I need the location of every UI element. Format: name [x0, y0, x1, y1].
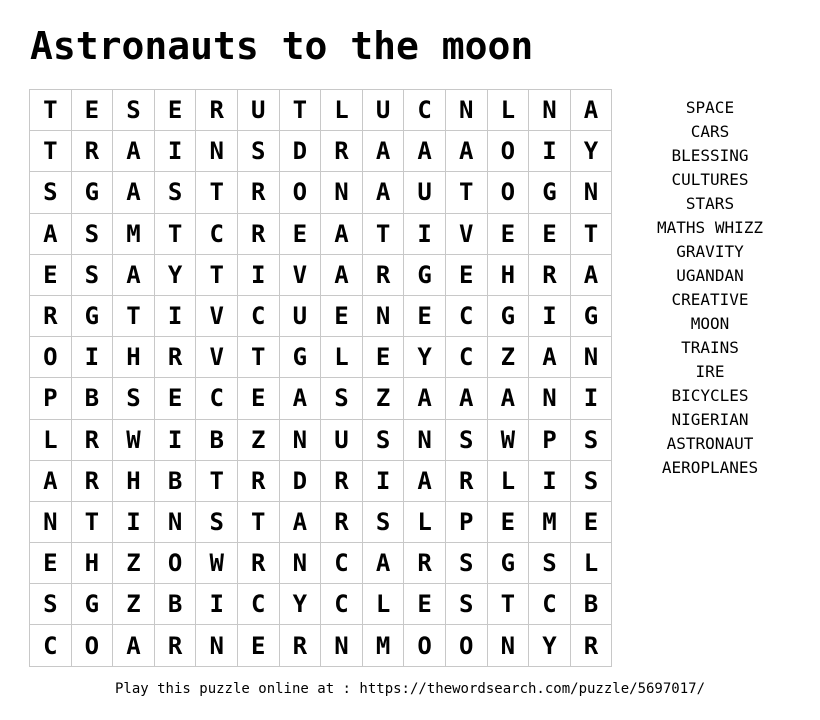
grid-row	[30, 460, 612, 501]
grid-cell[interactable]: A	[404, 378, 446, 419]
grid-cell[interactable]: O	[487, 131, 529, 172]
grid-cell[interactable]: S	[445, 543, 487, 584]
grid-cell[interactable]: A	[113, 254, 155, 295]
grid-cell[interactable]: R	[404, 543, 446, 584]
grid-cell[interactable]: A	[445, 378, 487, 419]
grid-cell[interactable]: T	[237, 337, 279, 378]
grid-cell[interactable]: L	[30, 419, 72, 460]
word-list-item: SPACE	[685, 98, 735, 117]
grid-cell[interactable]: C	[321, 584, 363, 625]
grid-cell[interactable]: E	[404, 584, 446, 625]
grid-cell[interactable]: H	[113, 337, 155, 378]
grid-cell[interactable]: C	[196, 378, 238, 419]
grid-cell[interactable]: G	[71, 295, 113, 336]
word-list-item: STARS	[685, 194, 735, 213]
grid-cell[interactable]: E	[404, 295, 446, 336]
word-list-item: UGANDAN	[676, 266, 744, 285]
grid-cell[interactable]: G	[487, 295, 529, 336]
word-list-item: CULTURES	[671, 170, 749, 189]
grid-cell[interactable]: U	[237, 90, 279, 131]
grid-cell[interactable]: G	[529, 172, 571, 213]
grid-cell[interactable]: S	[196, 501, 238, 542]
grid-cell[interactable]: P	[445, 501, 487, 542]
grid-cell[interactable]: A	[362, 543, 404, 584]
grid-cell[interactable]: A	[362, 172, 404, 213]
grid-cell[interactable]: S	[30, 172, 72, 213]
grid-cell[interactable]: P	[30, 378, 72, 419]
grid-row	[30, 419, 612, 460]
grid-cell[interactable]: N	[445, 90, 487, 131]
grid-cell[interactable]: R	[237, 172, 279, 213]
grid-cell[interactable]: U	[404, 172, 446, 213]
grid-cell[interactable]: Y	[529, 625, 571, 666]
grid-cell[interactable]: G	[71, 584, 113, 625]
grid-cell[interactable]: G	[404, 254, 446, 295]
grid-cell[interactable]: C	[237, 584, 279, 625]
grid-cell[interactable]: A	[445, 131, 487, 172]
grid-cell[interactable]: L	[487, 90, 529, 131]
grid-cell[interactable]: T	[237, 501, 279, 542]
word-list-item: MOON	[690, 314, 730, 333]
grid-cell[interactable]: O	[154, 543, 196, 584]
grid-row	[30, 131, 612, 172]
grid-cell[interactable]: R	[71, 460, 113, 501]
grid-cell[interactable]: N	[196, 131, 238, 172]
grid-cell[interactable]: S	[113, 90, 155, 131]
grid-cell[interactable]: A	[362, 131, 404, 172]
grid-cell[interactable]: S	[362, 419, 404, 460]
grid-cell[interactable]: S	[71, 213, 113, 254]
grid-cell[interactable]: R	[196, 90, 238, 131]
grid-cell[interactable]: R	[321, 460, 363, 501]
grid-cell[interactable]: N	[570, 337, 612, 378]
grid-row	[30, 378, 612, 419]
word-list-item: AEROPLANES	[661, 458, 759, 477]
grid-cell[interactable]: R	[279, 625, 321, 666]
grid-cell[interactable]: L	[362, 584, 404, 625]
grid-cell[interactable]: H	[71, 543, 113, 584]
grid-cell[interactable]: G	[487, 543, 529, 584]
word-list-item: ASTRONAUT	[666, 434, 754, 453]
grid-cell[interactable]: I	[196, 584, 238, 625]
word-list-item: NIGERIAN	[671, 410, 749, 429]
grid-cell[interactable]: S	[321, 378, 363, 419]
grid-cell[interactable]: R	[570, 625, 612, 666]
grid-cell[interactable]: Z	[113, 543, 155, 584]
grid-cell[interactable]: A	[279, 501, 321, 542]
grid-cell[interactable]: C	[445, 295, 487, 336]
grid-cell[interactable]: G	[71, 172, 113, 213]
grid-cell[interactable]: T	[154, 213, 196, 254]
grid-cell[interactable]: I	[113, 501, 155, 542]
grid-cell[interactable]: A	[113, 172, 155, 213]
word-list-item: BLESSING	[671, 146, 749, 165]
grid-cell[interactable]: N	[154, 501, 196, 542]
grid-cell[interactable]: O	[445, 625, 487, 666]
grid-cell[interactable]: E	[445, 254, 487, 295]
grid-cell[interactable]: C	[196, 213, 238, 254]
grid-cell[interactable]: C	[30, 625, 72, 666]
grid-cell[interactable]: B	[154, 460, 196, 501]
word-list-item: GRAVITY	[676, 242, 744, 261]
grid-cell[interactable]: A	[404, 131, 446, 172]
grid-cell[interactable]: S	[445, 584, 487, 625]
grid-cell[interactable]: C	[404, 90, 446, 131]
grid-cell[interactable]: N	[321, 172, 363, 213]
grid-cell[interactable]: A	[487, 378, 529, 419]
grid-cell[interactable]: S	[71, 254, 113, 295]
grid-cell[interactable]: L	[570, 543, 612, 584]
grid-cell[interactable]: S	[570, 460, 612, 501]
grid-cell[interactable]: Y	[279, 584, 321, 625]
grid-cell[interactable]: A	[30, 213, 72, 254]
letter-grid	[29, 89, 612, 667]
grid-cell[interactable]: M	[113, 213, 155, 254]
word-list-item: CARS	[690, 122, 730, 141]
grid-cell[interactable]: I	[404, 213, 446, 254]
grid-cell[interactable]: S	[113, 378, 155, 419]
grid-cell[interactable]: S	[30, 584, 72, 625]
grid-cell[interactable]: N	[30, 501, 72, 542]
grid-cell[interactable]: N	[279, 543, 321, 584]
grid-cell[interactable]: Z	[113, 584, 155, 625]
grid-cell[interactable]: I	[570, 378, 612, 419]
grid-cell[interactable]: S	[154, 172, 196, 213]
grid-cell[interactable]: N	[487, 625, 529, 666]
grid-cell[interactable]: E	[321, 295, 363, 336]
grid-cell[interactable]: T	[30, 90, 72, 131]
grid-cell[interactable]: R	[362, 254, 404, 295]
grid-cell[interactable]: R	[71, 131, 113, 172]
grid-cell[interactable]: A	[113, 625, 155, 666]
grid-cell[interactable]: N	[362, 295, 404, 336]
grid-cell[interactable]: O	[279, 172, 321, 213]
grid-cell[interactable]: T	[30, 131, 72, 172]
grid-cell[interactable]: B	[570, 584, 612, 625]
grid-cell[interactable]: D	[279, 460, 321, 501]
grid-cell[interactable]: R	[321, 131, 363, 172]
grid-cell[interactable]: E	[30, 254, 72, 295]
grid-cell[interactable]: L	[321, 90, 363, 131]
word-list	[650, 96, 770, 480]
grid-cell[interactable]: A	[529, 337, 571, 378]
grid-cell[interactable]: I	[154, 419, 196, 460]
grid-cell[interactable]: E	[30, 543, 72, 584]
grid-cell[interactable]: Y	[570, 131, 612, 172]
grid-cell[interactable]: P	[529, 419, 571, 460]
grid-cell[interactable]: T	[487, 584, 529, 625]
grid-cell[interactable]: R	[445, 460, 487, 501]
grid-row	[30, 501, 612, 542]
grid-cell[interactable]: R	[30, 295, 72, 336]
grid-cell[interactable]: E	[487, 501, 529, 542]
grid-cell[interactable]: E	[570, 501, 612, 542]
grid-cell[interactable]: A	[404, 460, 446, 501]
word-list-item: CREATIVE	[671, 290, 749, 309]
grid-cell[interactable]: R	[237, 460, 279, 501]
grid-cell[interactable]: T	[362, 213, 404, 254]
grid-cell[interactable]: I	[71, 337, 113, 378]
grid-cell[interactable]: I	[529, 460, 571, 501]
grid-cell[interactable]: H	[113, 460, 155, 501]
grid-cell[interactable]: S	[237, 131, 279, 172]
grid-cell[interactable]: T	[570, 213, 612, 254]
grid-cell[interactable]: V	[279, 254, 321, 295]
grid-cell[interactable]: A	[113, 131, 155, 172]
grid-cell[interactable]: L	[321, 337, 363, 378]
grid-cell[interactable]: C	[529, 584, 571, 625]
grid-cell[interactable]: A	[30, 460, 72, 501]
word-list-item: MATHS WHIZZ	[657, 218, 763, 237]
grid-cell[interactable]: R	[321, 501, 363, 542]
grid-cell[interactable]: E	[487, 213, 529, 254]
grid-cell[interactable]: B	[71, 378, 113, 419]
grid-cell[interactable]: T	[196, 460, 238, 501]
grid-cell[interactable]: T	[113, 295, 155, 336]
grid-cell[interactable]: C	[321, 543, 363, 584]
grid-row	[30, 295, 612, 336]
grid-cell[interactable]: R	[71, 419, 113, 460]
grid-row	[30, 213, 612, 254]
grid-cell[interactable]: E	[237, 378, 279, 419]
grid-cell[interactable]: R	[154, 625, 196, 666]
word-list-item: BICYCLES	[671, 386, 749, 405]
grid-cell[interactable]: U	[279, 295, 321, 336]
grid-cell[interactable]: A	[570, 254, 612, 295]
grid-cell[interactable]: E	[237, 625, 279, 666]
grid-cell[interactable]: A	[279, 378, 321, 419]
grid-cell[interactable]: B	[196, 419, 238, 460]
grid-cell[interactable]: I	[362, 460, 404, 501]
grid-cell[interactable]: S	[570, 419, 612, 460]
grid-cell[interactable]: H	[487, 254, 529, 295]
footer-link-text: Play this puzzle online at : https://thewordsearch.com/puzzle/5697017/	[114, 681, 705, 697]
grid-cell[interactable]: I	[529, 131, 571, 172]
grid-row	[30, 172, 612, 213]
grid-cell[interactable]: Z	[487, 337, 529, 378]
grid-cell[interactable]: O	[71, 625, 113, 666]
grid-cell[interactable]: W	[196, 543, 238, 584]
grid-cell[interactable]: A	[321, 254, 363, 295]
grid-cell[interactable]: E	[154, 378, 196, 419]
grid-cell[interactable]: R	[154, 337, 196, 378]
grid-cell[interactable]: Y	[154, 254, 196, 295]
word-list-item: IRE	[695, 362, 725, 381]
grid-cell[interactable]: M	[362, 625, 404, 666]
grid-cell[interactable]: E	[529, 213, 571, 254]
grid-cell[interactable]: T	[445, 172, 487, 213]
grid-cell[interactable]: N	[529, 378, 571, 419]
grid-cell[interactable]: Z	[237, 419, 279, 460]
grid-cell[interactable]: I	[529, 295, 571, 336]
grid-cell[interactable]: R	[237, 213, 279, 254]
word-list-item: TRAINS	[681, 338, 739, 357]
grid-cell[interactable]: N	[529, 90, 571, 131]
grid-cell[interactable]: N	[196, 625, 238, 666]
grid-cell[interactable]: A	[321, 213, 363, 254]
grid-cell[interactable]: V	[196, 295, 238, 336]
grid-cell[interactable]: R	[237, 543, 279, 584]
grid-cell[interactable]: T	[196, 172, 238, 213]
grid-cell[interactable]: G	[279, 337, 321, 378]
puzzle-title: Astronauts to the moon	[30, 24, 534, 68]
grid-cell[interactable]: V	[196, 337, 238, 378]
grid-cell[interactable]: O	[404, 625, 446, 666]
grid-cell[interactable]: T	[71, 501, 113, 542]
grid-cell[interactable]: A	[570, 90, 612, 131]
grid-cell[interactable]: Z	[362, 378, 404, 419]
grid-row	[30, 337, 612, 378]
grid-cell[interactable]: C	[445, 337, 487, 378]
grid-cell[interactable]: R	[529, 254, 571, 295]
grid-cell[interactable]: L	[404, 501, 446, 542]
grid-row	[30, 625, 612, 666]
grid-cell[interactable]: T	[279, 90, 321, 131]
grid-row	[30, 254, 612, 295]
grid-cell[interactable]: M	[529, 501, 571, 542]
grid-cell[interactable]: N	[321, 625, 363, 666]
grid-cell[interactable]: N	[404, 419, 446, 460]
grid-cell[interactable]: S	[529, 543, 571, 584]
grid-cell[interactable]: W	[113, 419, 155, 460]
grid-cell[interactable]: I	[237, 254, 279, 295]
grid-cell[interactable]: L	[487, 460, 529, 501]
grid-cell[interactable]: D	[279, 131, 321, 172]
grid-cell[interactable]: C	[237, 295, 279, 336]
grid-cell[interactable]: V	[445, 213, 487, 254]
grid-cell[interactable]: E	[71, 90, 113, 131]
grid-cell[interactable]: O	[30, 337, 72, 378]
grid-cell[interactable]: U	[321, 419, 363, 460]
grid-cell[interactable]: I	[154, 131, 196, 172]
grid-row	[30, 584, 612, 625]
grid-cell[interactable]: S	[362, 501, 404, 542]
grid-row	[30, 90, 612, 131]
grid-row	[30, 543, 612, 584]
grid-cell[interactable]: T	[196, 254, 238, 295]
grid-cell[interactable]: E	[362, 337, 404, 378]
grid-cell[interactable]: S	[445, 419, 487, 460]
grid-cell[interactable]: G	[570, 295, 612, 336]
grid-cell[interactable]: N	[279, 419, 321, 460]
grid-cell[interactable]: N	[570, 172, 612, 213]
grid-cell[interactable]: E	[154, 90, 196, 131]
grid-cell[interactable]: E	[279, 213, 321, 254]
grid-cell[interactable]: Y	[404, 337, 446, 378]
grid-cell[interactable]: B	[154, 584, 196, 625]
grid-cell[interactable]: O	[487, 172, 529, 213]
grid-cell[interactable]: I	[154, 295, 196, 336]
grid-cell[interactable]: U	[362, 90, 404, 131]
grid-cell[interactable]: W	[487, 419, 529, 460]
